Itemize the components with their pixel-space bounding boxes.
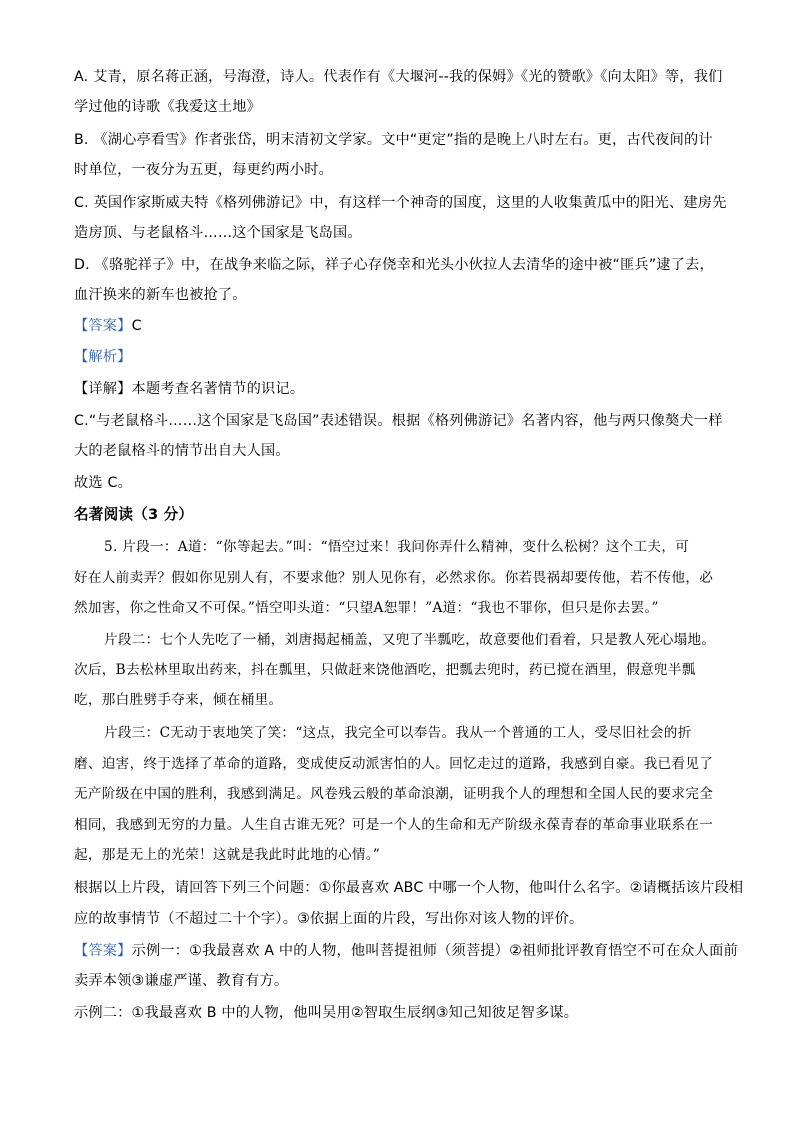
- passage-2-line-2: 次后，B去松林里取出药来，抖在瓢里，只做赶来饶他酒吃，把瓢去兜时，药已搅在酒里，假意兜半瓢: [74, 662, 696, 678]
- explanation-line-1: C.“与老鼠格斗……这个国家是飞岛国”表述错误。根据《格列佛游记》名著内容，他与两只像獒犬一样: [74, 413, 723, 429]
- option-a-line-2: 学过他的诗歌《我爱这土地》: [74, 99, 262, 115]
- passage-3-line-3: 无产阶级在中国的胜利，我感到满足。风卷残云般的革命浪潮，证明我个人的理想和全国人民的要求完全: [74, 786, 714, 802]
- explanation-line-2: 大的老鼠格斗的情节出自大人国。: [74, 443, 290, 459]
- option-b-line-2: 时单位，一夜分为五更，每更约两小时。: [74, 162, 333, 178]
- answer-example-1-line-1: 【答案】示例一：①我最喜欢 A 中的人物，他叫菩提祖师（须菩提）②祖师批评教育悟空不可在众人面前: [74, 943, 738, 959]
- detail-line: 【详解】本题考查名著情节的识记。: [74, 381, 305, 397]
- section-heading: 名著阅读（3 分）: [74, 506, 194, 523]
- choose-line: 故选 C。: [74, 475, 132, 491]
- passage-3-line-5: 起，那是无上的光荣！这就是我此时此地的心情。”: [74, 847, 381, 863]
- passage-3-line-2: 磨、迫害，终于选择了革命的道路，变成使反动派害怕的人。回忆走过的道路，我感到自豪。我已看见了: [74, 756, 714, 772]
- answer-marker-2: 【答案】: [74, 943, 132, 959]
- question-line-1: 根据以上片段，请回答下列三个问题：①你最喜欢 ABC 中哪一个人物，他叫什么名字。②请概括该片段相: [74, 880, 744, 896]
- option-c-line-2: 造房顶、与老鼠格斗……这个国家是飞岛国。: [74, 225, 362, 241]
- passage-2-line-3: 吃，那白胜劈手夺来，倾在桶里。: [74, 692, 283, 708]
- passage-3-line-4: 相同，我感到无穷的力量。人生自古谁无死？可是一个人的生命和无产阶级永葆青春的革命事业联系在一: [74, 817, 714, 833]
- answer-marker: 【答案】: [74, 318, 132, 334]
- question-line-2: 应的故事情节（不超过二十个字）。③依据上面的片段，写出你对该人物的评价。: [74, 911, 584, 927]
- passage-1-line-2: 好在人前卖弄？假如你见别人有，不要求他？别人见你有，必然求你。你若畏祸却要传他，若不传他，必: [74, 570, 714, 586]
- option-c-line-1: C. 英国作家斯威夫特《格列佛游记》中，有这样一个神奇的国度，这里的人收集黄瓜中的阳光、建房先: [74, 195, 727, 211]
- answer-line: 【答案】C: [74, 318, 142, 334]
- analysis-marker: 【解析】: [74, 349, 132, 365]
- option-d-line-1: D. 《骆驼祥子》中，在战争来临之际，祥子心存侥幸和光头小伙拉人去清华的途中被“匪兵”逮了去，: [74, 257, 714, 273]
- passage-1-line-3: 然加害，你之性命又不可保。”悟空叩头道：“只望A恕罪！”A道：“我也不罪你，但只是你去罢。”: [74, 600, 659, 616]
- answer-example-2-line: 示例二：①我最喜欢 B 中的人物，他叫吴用②智取生辰纲③知己知彼足智多谋。: [74, 1005, 579, 1021]
- option-a-line-1: A. 艾青，原名蒋正涵，号海澄，诗人。代表作有《大堰河--我的保姆》《光的赞歌》《向太阳》等，我们: [74, 69, 723, 85]
- option-d-line-2: 血汗换来的新车也被抢了。: [74, 287, 247, 303]
- passage-3-line-1: 片段三：C无动于衷地笑了笑：“这点，我完全可以奉告。我从一个普通的工人，受尽旧社会的折: [104, 725, 692, 741]
- option-b-line-1: B. 《湖心亭看雪》作者张岱，明末清初文学家。文中“更定”指的是晚上八时左右。更，古代夜间的计: [74, 132, 713, 148]
- answer-example-1-line-2: 卖弄本领③谦虚严谨、教育有方。: [74, 973, 289, 989]
- passage-2-line-1: 片段二：七个人先吃了一桶，刘唐揭起桶盖，又兜了半瓢吃，故意要他们看着，只是教人死心塌地。: [104, 632, 716, 648]
- passage-1-line-1: 5. 片段一：A道：“你等起去。”叫：“悟空过来！我问你弄什么精神，变什么松树？这个工夫，可: [104, 539, 690, 555]
